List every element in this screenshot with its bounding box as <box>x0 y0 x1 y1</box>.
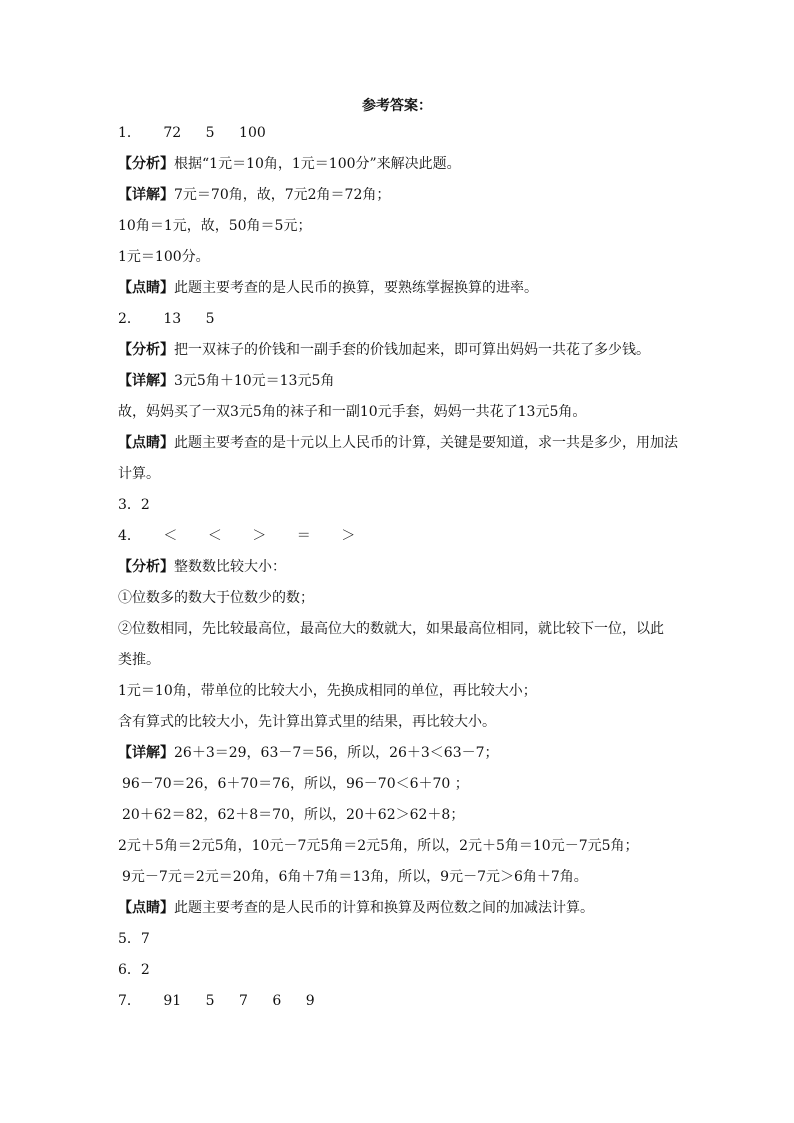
q1-number: 1． <box>118 125 141 141</box>
q7-answer-2: 5 <box>205 993 215 1009</box>
q1-analysis-tag: 【分析】 <box>118 156 174 172</box>
q3-answer-line: 3．2 <box>118 497 150 513</box>
q1-answer-2: 5 <box>205 125 215 141</box>
q1-comment <box>118 276 688 300</box>
q1-answer-line <box>118 121 688 145</box>
q2-comment-tag: 【点睛】 <box>118 435 174 451</box>
q1-comment-tag: 【点睛】 <box>118 280 174 296</box>
q2-analysis-tag: 【分析】 <box>118 342 174 358</box>
q4-analysis <box>118 555 688 579</box>
q4-rule-1: ①位数多的数大于位数少的数； <box>118 590 314 606</box>
q7-answer-5: 9 <box>305 993 315 1009</box>
q1-answer-3: 100 <box>239 125 266 141</box>
q2-detail-text-1: 3元5角＋10元＝13元5角 <box>174 373 335 389</box>
q4-answer-line <box>118 524 688 548</box>
q4-detail-3: 20＋62＝82，62＋8＝70，所以，20＋62＞62＋8； <box>122 807 465 823</box>
q4-detail-1 <box>118 741 688 765</box>
q4-answers <box>163 524 381 548</box>
q2-comment-text: 此题主要考查的是十元以上人民币的计算，关键是要知道，求一共是多少，用加法 <box>174 435 678 451</box>
q2-answers <box>163 307 234 331</box>
q1-analysis <box>118 152 688 176</box>
q1-detail-2: 10角＝1元，故，50角＝5元； <box>118 218 312 234</box>
q2-detail-tag: 【详解】 <box>118 373 174 389</box>
q2-answer-line <box>118 307 688 331</box>
q2-detail-2: 故，妈妈买了一双3元5角的袜子和一副10元手套，妈妈一共花了13元5角。 <box>118 404 587 420</box>
q2-answer-1: 13 <box>163 311 182 327</box>
q4-answer-1: ＜ <box>163 528 178 544</box>
q1-detail-3: 1元＝100分。 <box>118 249 210 265</box>
q4-detail-5: 9元－7元＝2元＝20角，6角＋7角＝13角，所以，9元－7元＞6角＋7角。 <box>122 869 588 885</box>
q1-answer-1: 72 <box>163 125 182 141</box>
q4-rule-3: 1元＝10角，带单位的比较大小，先换成相同的单位，再比较大小； <box>118 683 537 699</box>
answer-content <box>118 121 688 1013</box>
q4-detail-tag: 【详解】 <box>118 745 174 761</box>
q4-analysis-tag: 【分析】 <box>118 559 174 575</box>
q2-comment-cont: 计算。 <box>118 466 160 482</box>
q7-answer-line <box>118 989 688 1013</box>
q1-detail-text-1: 7元＝70角，故，7元2角＝72角； <box>174 187 391 203</box>
q4-number: 4． <box>118 528 141 544</box>
q7-answer-1: 91 <box>163 993 182 1009</box>
q1-detail-1 <box>118 183 688 207</box>
page-title: 参考答案： <box>362 98 432 114</box>
q2-number: 2． <box>118 311 141 327</box>
q1-comment-text: 此题主要考查的是人民币的换算，要熟练掌握换算的进率。 <box>174 280 538 296</box>
q4-comment <box>118 896 688 920</box>
q4-rule-2-cont: 类推。 <box>118 652 160 668</box>
q1-analysis-text: 根据“1元＝10角，1元＝100分”来解决此题。 <box>174 156 461 172</box>
q1-detail-tag: 【详解】 <box>118 187 174 203</box>
q4-detail-text-1: 26＋3＝29，63－7＝56，所以，26＋3＜63－7； <box>174 745 499 761</box>
q6-answer-line: 6．2 <box>118 962 150 978</box>
q2-answer-2: 5 <box>205 311 215 327</box>
q4-comment-tag: 【点睛】 <box>118 900 174 916</box>
q7-answer-4: 6 <box>272 993 282 1009</box>
q4-answer-5: ＞ <box>341 528 356 544</box>
q4-rule-4: 含有算式的比较大小，先计算出算式里的结果，再比较大小。 <box>118 714 496 730</box>
q5-answer-line: 5．7 <box>118 931 150 947</box>
q4-answer-4: ＝ <box>296 528 311 544</box>
q2-comment <box>118 431 688 455</box>
q4-detail-2: 96－70＝26，6＋70＝76，所以，96－70＜6＋70 ； <box>122 776 469 792</box>
q4-rule-2: ②位数相同，先比较最高位，最高位大的数就大，如果最高位相同，就比较下一位，以此 <box>118 621 664 637</box>
q4-answer-2: ＜ <box>207 528 222 544</box>
q4-answer-3: ＞ <box>252 528 267 544</box>
q1-answers <box>163 121 285 145</box>
q7-answer-3: 7 <box>239 993 248 1009</box>
q4-detail-4: 2元＋5角＝2元5角，10元－7元5角＝2元5角，所以，2元＋5角＝10元－7元5角； <box>118 838 639 854</box>
q2-analysis <box>118 338 688 362</box>
q7-number: 7． <box>118 993 141 1009</box>
q2-detail-1 <box>118 369 688 393</box>
q4-analysis-text: 整数数比较大小： <box>174 559 286 575</box>
q4-comment-text: 此题主要考查的是人民币的计算和换算及两位数之间的加减法计算。 <box>174 900 594 916</box>
q7-answers <box>163 989 334 1013</box>
q2-analysis-text: 把一双袜子的价钱和一副手套的价钱加起来，即可算出妈妈一共花了多少钱。 <box>174 342 650 358</box>
